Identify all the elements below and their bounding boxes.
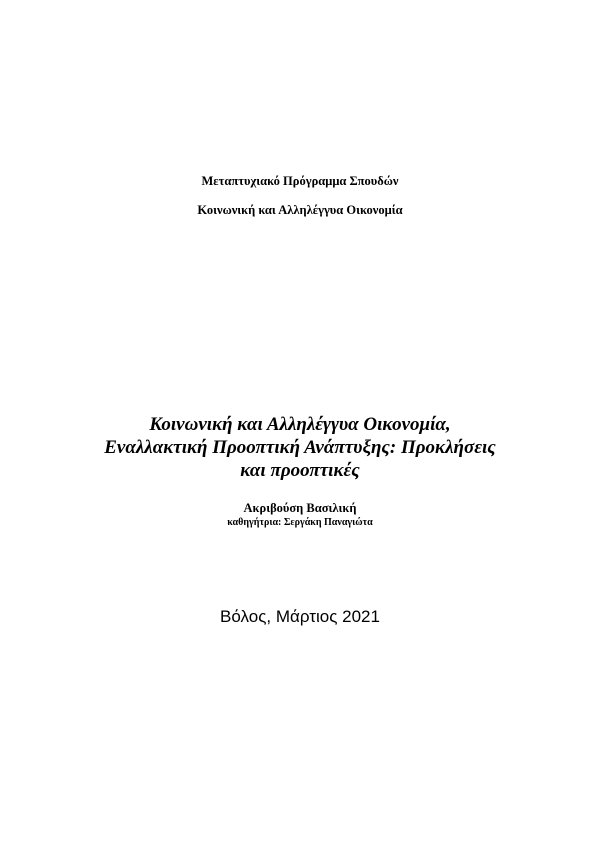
thesis-title-line-2: Εναλλακτική Προοπτική Ανάπτυξης: Προκλήσεις	[104, 437, 496, 458]
program-name: Μεταπτυχιακό Πρόγραμμα Σπουδών	[201, 174, 399, 188]
author-name: Ακριβούση Βασιλική	[243, 501, 357, 515]
thesis-title-line-1: Κοινωνική και Αλληλέγγυα Οικονομία,	[149, 414, 451, 435]
thesis-title	[60, 413, 540, 482]
thesis-title-line-3: και προοπτικές	[240, 460, 360, 481]
supervisor-name: καθηγήτρια: Σεργάκη Παναγιώτα	[227, 517, 373, 528]
specialization-name: Κοινωνική και Αλληλέγγυα Οικονομία	[197, 203, 403, 217]
place-and-date: Βόλος, Μάρτιος 2021	[220, 607, 380, 626]
